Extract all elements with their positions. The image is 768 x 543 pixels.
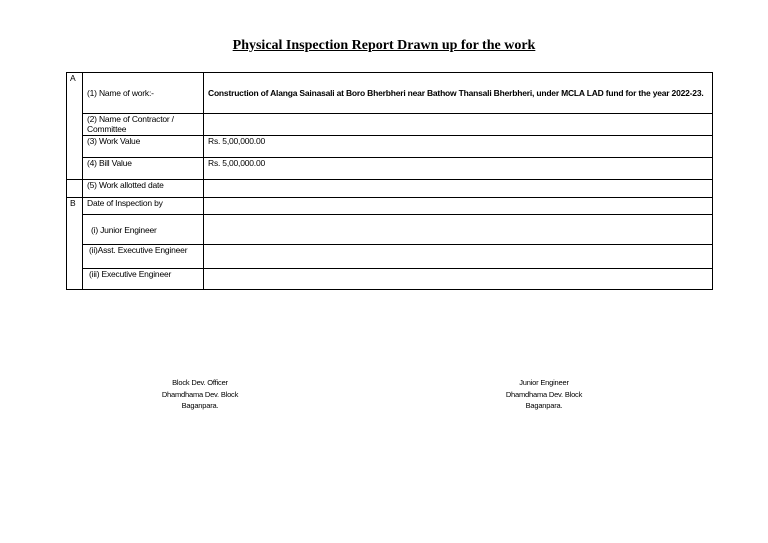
bill-value-label: (4) Bill Value — [83, 158, 204, 180]
table-row — [67, 198, 713, 215]
je-signature-block — [484, 377, 604, 412]
work-allotted-label: (5) Work allotted date — [83, 180, 204, 198]
asst-executive-engineer-value — [204, 245, 713, 269]
work-value-label: (3) Work Value — [83, 136, 204, 158]
table-row — [67, 114, 713, 136]
work-allotted-value — [204, 180, 713, 198]
contractor-label: (2) Name of Contractor / Committee — [83, 114, 204, 136]
section-b-label: B — [67, 198, 83, 290]
bdo-signature-block — [140, 377, 260, 412]
section-a-label: A — [67, 73, 83, 180]
inspection-table — [66, 72, 713, 290]
inspection-date-value — [204, 198, 713, 215]
je-designation: Junior Engineer — [519, 378, 569, 387]
table-row — [67, 215, 713, 245]
work-value-value: Rs. 5,00,000.00 — [204, 136, 713, 158]
executive-engineer-value — [204, 269, 713, 290]
name-of-work-value: Construction of Alanga Sainasali at Boro Bherbheri near Bathow Thansali Bherbheri, under MCLA LAD fund for the year 2022-23. — [204, 73, 713, 114]
inspection-date-label: Date of Inspection by — [83, 198, 204, 215]
asst-executive-engineer-label: (ii)Asst. Executive Engineer — [83, 245, 204, 269]
executive-engineer-label: (iii) Executive Engineer — [83, 269, 204, 290]
page-title: Physical Inspection Report Drawn up for the work — [232, 38, 536, 53]
name-of-work-label: (1) Name of work:- — [83, 73, 204, 114]
bill-value-value: Rs. 5,00,000.00 — [204, 158, 713, 180]
junior-engineer-value — [204, 215, 713, 245]
table-row — [67, 73, 713, 114]
section-a-spacer — [67, 180, 83, 198]
bdo-place: Baganpara. — [181, 401, 219, 410]
junior-engineer-label: (i) Junior Engineer — [83, 215, 204, 245]
table-row — [67, 245, 713, 269]
je-block: Dhamdhama Dev. Block — [505, 389, 583, 399]
table-row — [67, 269, 713, 290]
je-place: Baganpara. — [525, 401, 563, 410]
bdo-block: Dhamdhama Dev. Block — [161, 389, 239, 399]
table-row — [67, 158, 713, 180]
bdo-designation: Block Dev. Officer — [172, 378, 228, 387]
contractor-value — [204, 114, 713, 136]
table-row — [67, 180, 713, 198]
table-row — [67, 136, 713, 158]
